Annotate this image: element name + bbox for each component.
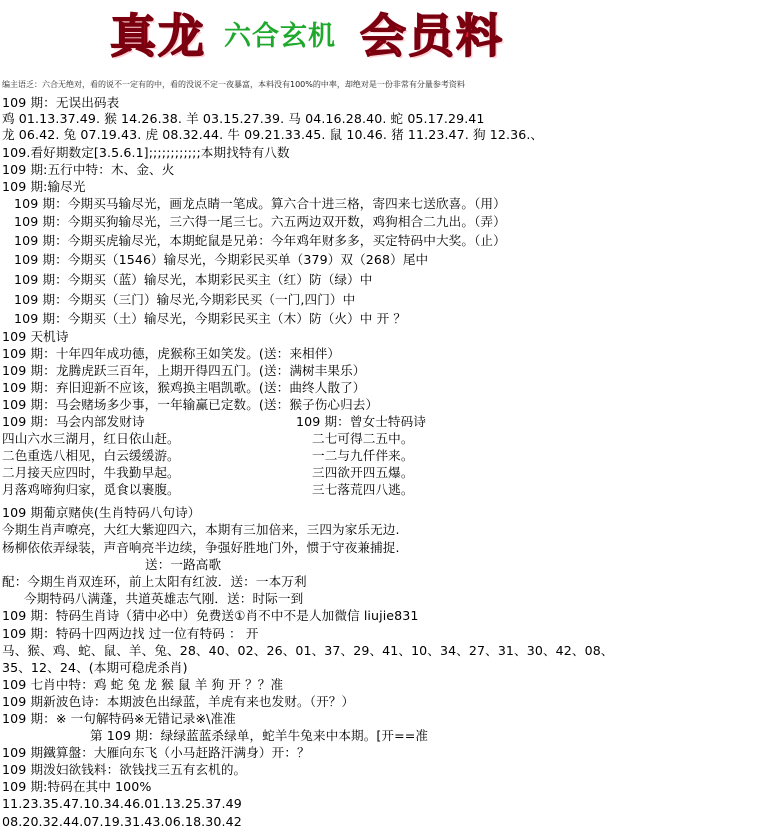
text-line: 今期生肖声嘹亮，大红大紫迎四六，本期有三加倍来，三四为家乐无边. bbox=[2, 522, 400, 537]
text-line: 四山六水三湖月，红日依山赶。 bbox=[2, 431, 180, 446]
text-line: 109 期新波色诗：本期波色出绿蓝，羊虎有来也发财。（开？） bbox=[2, 694, 355, 709]
text-line: 109 期：无误出码表 bbox=[2, 95, 120, 110]
text-line: 109 期：今期买（1546）输尽光，今期彩民买单（379）双（268）尾中 bbox=[14, 252, 429, 267]
text-line: 109 期:特码在其中 100% bbox=[2, 779, 152, 794]
text-line: 08.20.32.44.07.19.31.43.06.18.30.42 bbox=[2, 814, 242, 829]
text-line: 109 期:五行中特：木、金、火 bbox=[2, 162, 175, 177]
text-line: 今期特码八满蓬，共道英雄志气刚．送：时际一到 bbox=[24, 591, 304, 606]
text-line: 109.看好期数定[3.5.6.1];;;;;;;;;;;;本期找特有八数 bbox=[2, 145, 290, 160]
text-line: 109 期：马会赌场多少事，一年输赢已定数。(送：猴子伤心归去） bbox=[2, 397, 379, 412]
text-line: 11.23.35.47.10.34.46.01.13.25.37.49 bbox=[2, 796, 242, 811]
text-line: 109 天机诗 bbox=[2, 329, 69, 344]
text-line: 109 期:输尽光 bbox=[2, 179, 86, 194]
text-line: 109 期：今期买马输尽光，画龙点睛一笔成。算六合十进三格，寄四来七送欣喜。（用） bbox=[14, 196, 506, 211]
text-line: 35、12、24、(本期可稳虎杀肖) bbox=[2, 660, 188, 675]
text-line: 109 七肖中特：鸡 蛇 兔 龙 猴 鼠 羊 狗 开 ？？准 bbox=[2, 677, 284, 692]
text-line: 三七落荒四八逃。 bbox=[312, 482, 414, 497]
text-line: 免费送①肖不中不是人加微信 liujie831 bbox=[196, 608, 419, 623]
text-line: 109 期葡京赌侠(生肖特码八句诗） bbox=[2, 505, 201, 520]
text-line: 109 期：龙腾虎跃三百年，上期开得四五门。(送：满树丰果乐） bbox=[2, 363, 366, 378]
text-line: 月落鸡啼狗归家，觅食以裹腹。 bbox=[2, 482, 180, 497]
text-line: 龙 06.42. 兔 07.19.43. 虎 08.32.44. 牛 09.21.33.45. 鼠 10.46. 猪 11.23.47. 狗 12.36.、 bbox=[2, 127, 544, 142]
text-line: 109 期：今期买虎输尽光，本期蛇鼠是兄弟：今年鸡年财多多，买定特码中大奖。（止） bbox=[14, 233, 506, 248]
disclaimer: 编主语乏：六合无绝对，看的说不一定有的中，看的没说不定一夜暴富，本料没有100%的中率，却绝对是一份非常有分量参考资料 bbox=[2, 80, 465, 89]
banner-title-left: 真龙 bbox=[110, 9, 206, 63]
text-line: 鸡 01.13.37.49. 猴 14.26.38. 羊 03.15.27.39. 马 04.16.28.40. 蛇 05.17.29.41 bbox=[2, 111, 485, 126]
text-line: 三四欲开四五爆。 bbox=[312, 465, 414, 480]
text-line: 第 109 期：绿绿蓝蓝杀绿单，蛇羊牛兔来中本期。[开==准 bbox=[90, 728, 429, 743]
banner-title-right: 会员料 bbox=[360, 9, 504, 63]
text-line: 109 期：十年四年成功德，虎猴称王如笑发。(送：来相伴） bbox=[2, 346, 341, 361]
text-line: 109 期：曾女士特码诗 bbox=[296, 414, 426, 429]
text-line: 109 期：特码十四两边找 过一位有特码 ： 开 bbox=[2, 626, 259, 641]
banner-logo bbox=[110, 6, 530, 66]
text-line: 送：一路高歌 bbox=[145, 557, 222, 572]
text-line: 109 期：今期买（三门）输尽光,今期彩民买（一门,四门）中 bbox=[14, 292, 356, 307]
text-line: 109 期：特码生肖诗（猜中必中） bbox=[2, 608, 196, 623]
text-line: 109 期鐵算盤：大雁向东飞（小马赶路汗满身）开：？ bbox=[2, 745, 310, 760]
text-line: 109 期：今期买（土）输尽光，今期彩民买主（木）防（火）中 开 ？ bbox=[14, 311, 407, 326]
text-line: 杨柳依依弄绿装，声音响亮半边续，争强好胜地门外，惯于守夜兼捕捉. bbox=[2, 540, 400, 555]
text-line: 马、猴、鸡、蛇、鼠、羊、兔、28、40、02、26、01、37、29、41、10、34、27、31、30、42、08、 bbox=[2, 643, 614, 658]
text-line: 109 期：弃旧迎新不应该，猴鸡换主唱凯歌。(送：曲终人散了） bbox=[2, 380, 366, 395]
banner-title-middle: 六合玄机 bbox=[224, 21, 336, 52]
text-line: 109 期：今期买狗输尽光，三六得一尾三七。六五两边双开数，鸡狗相合二九出。（弄） bbox=[14, 214, 506, 229]
text-line: 二七可得二五中。 bbox=[312, 431, 414, 446]
text-line: 109 期：今期买（蓝）输尽光，本期彩民买主（红）防（绿）中 bbox=[14, 272, 373, 287]
text-line: 109 期泼妇欲钱料：欲钱找三五有玄机的。 bbox=[2, 762, 247, 777]
text-line: 配：今期生肖双连环，前上太阳有红波．送：一本万利 bbox=[2, 574, 307, 589]
text-line: 二色重选八相见，白云缓缓游。 bbox=[2, 448, 180, 463]
text-line: 二月接天应四时，牛我勤早起。 bbox=[2, 465, 180, 480]
text-line: 一二与九仟伴来。 bbox=[312, 448, 414, 463]
text-line: 109 期：※ 一句解特码※无错记录※\准准 bbox=[2, 711, 236, 726]
text-line: 109 期：马会内部发财诗 bbox=[2, 414, 145, 429]
